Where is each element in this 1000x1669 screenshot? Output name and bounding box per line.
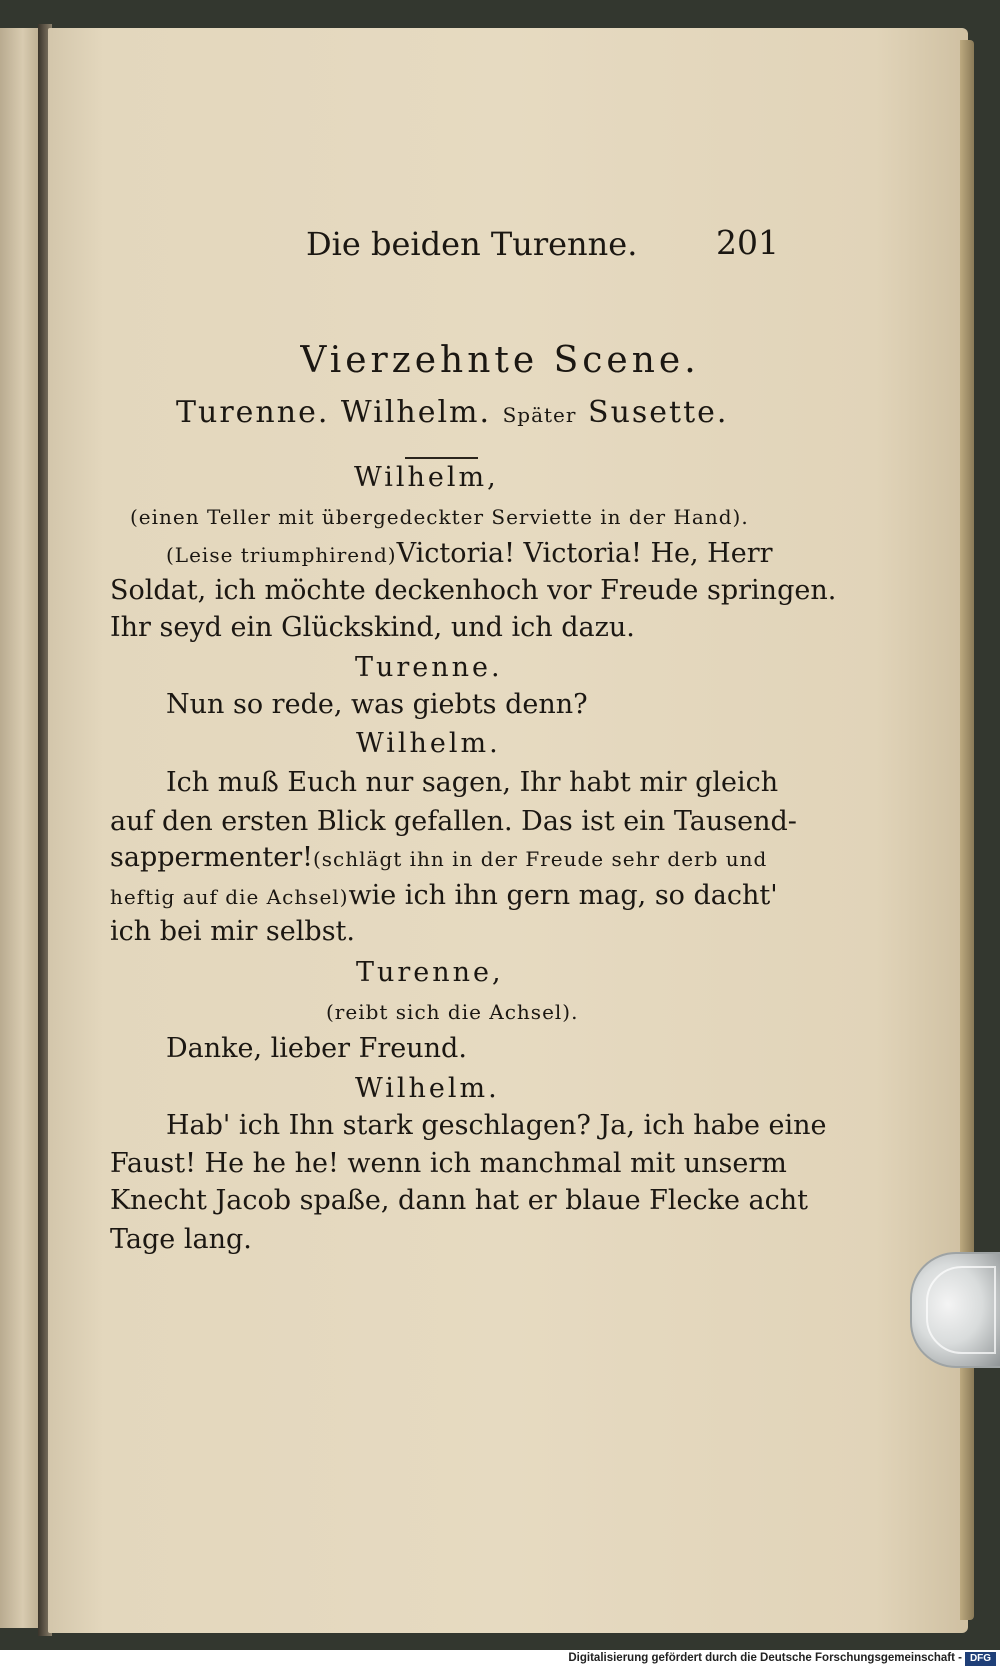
page-clip-highlight bbox=[926, 1266, 996, 1354]
cast-later-label: Später bbox=[502, 403, 577, 427]
speech-line: Faust! He he he! wenn ich manchmal mit unserm bbox=[110, 1148, 787, 1179]
speaker-label: Wilhelm. bbox=[356, 728, 501, 759]
speech-line bbox=[110, 880, 778, 911]
scene-heading: Vierzehnte Scene. bbox=[300, 340, 700, 381]
speech-line: Ich muß Euch nur sagen, Ihr habt mir gleich bbox=[166, 767, 779, 798]
page-stack-edge bbox=[960, 40, 974, 1620]
speech-line: Soldat, ich möchte deckenhoch vor Freude springen. bbox=[110, 575, 837, 606]
speech-text: wie ich ihn gern mag, so dacht' bbox=[348, 880, 778, 911]
speech-line: Hab' ich Ihn stark geschlagen? Ja, ich habe eine bbox=[166, 1110, 827, 1141]
stage-direction-inline: (Leise triumphirend) bbox=[166, 543, 397, 567]
stage-direction: (einen Teller mit übergedeckter Serviette in der Hand). bbox=[130, 505, 749, 529]
speaker-label: Turenne. bbox=[355, 652, 503, 683]
speech-text: sappermenter! bbox=[110, 842, 313, 873]
speaker-label: Wilhelm. bbox=[355, 1073, 500, 1104]
speech-text: Victoria! Victoria! He, Herr bbox=[396, 538, 773, 569]
running-title: Die beiden Turenne. bbox=[306, 225, 638, 263]
cast-later-name: Susette. bbox=[588, 395, 729, 430]
speech-line bbox=[166, 538, 773, 569]
previous-page-edge bbox=[0, 28, 40, 1628]
footer-credit: Digitalisierung gefördert durch die Deutsche Forschungsgemeinschaft - bbox=[568, 1652, 962, 1664]
speaker-label: Turenne, bbox=[356, 957, 504, 988]
cast-list bbox=[176, 395, 728, 430]
stage-direction-inline: heftig auf die Achsel) bbox=[110, 885, 349, 909]
speech-line: auf den ersten Blick gefallen. Das ist ein Tausend- bbox=[110, 806, 797, 837]
speaker-label: Wilhelm, bbox=[354, 462, 499, 493]
dfg-logo: DFG bbox=[965, 1652, 996, 1666]
page-number: 201 bbox=[716, 223, 779, 262]
scene-divider bbox=[405, 457, 478, 459]
speech-line: Knecht Jacob spaße, dann hat er blaue Flecke acht bbox=[110, 1185, 809, 1216]
speech-line: Danke, lieber Freund. bbox=[166, 1033, 467, 1064]
speech-line: Nun so rede, was giebts denn? bbox=[166, 689, 588, 720]
cast-names: Turenne. Wilhelm. bbox=[176, 395, 492, 430]
speech-line: Tage lang. bbox=[110, 1224, 252, 1255]
stage-direction: (reibt sich die Achsel). bbox=[326, 1000, 579, 1024]
speech-line: Ihr seyd ein Glückskind, und ich dazu. bbox=[110, 612, 635, 643]
speech-line bbox=[110, 842, 768, 873]
stage-direction-inline: (schlägt ihn in der Freude sehr derb und bbox=[312, 847, 768, 871]
speech-line: ich bei mir selbst. bbox=[110, 916, 355, 947]
